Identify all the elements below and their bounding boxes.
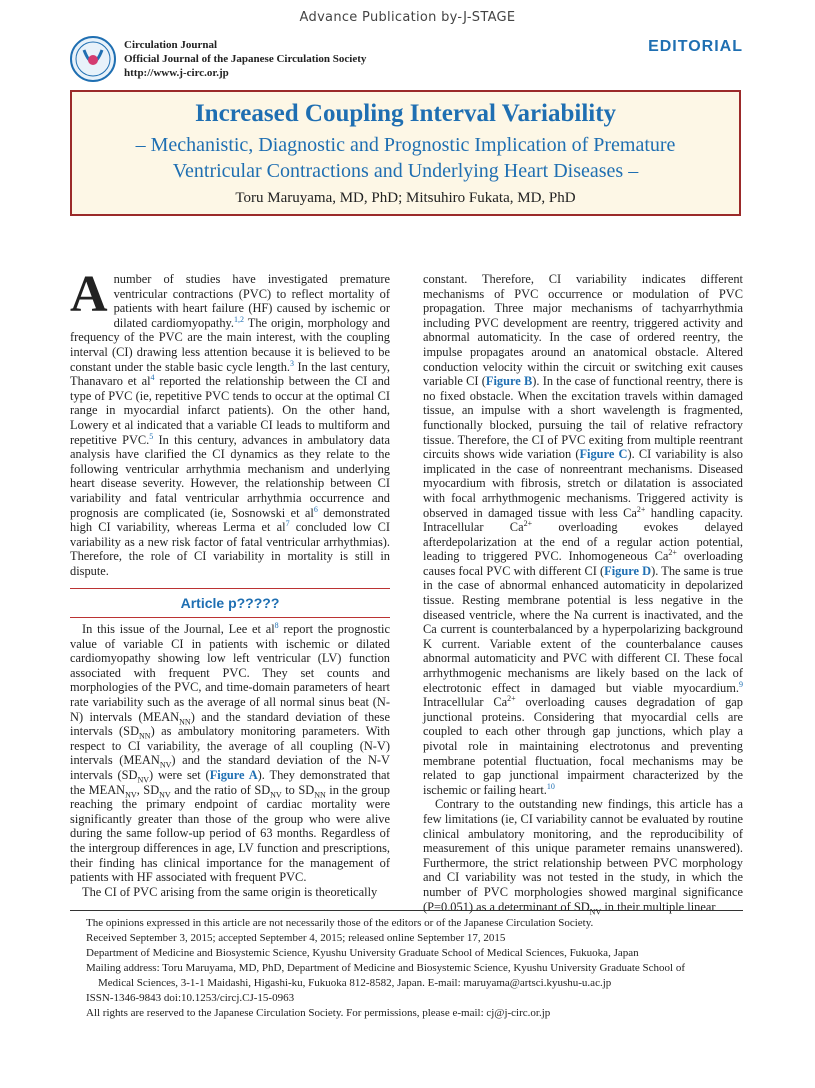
ref-link[interactable]: 7: [285, 518, 290, 528]
ref-link[interactable]: 1,2: [234, 314, 245, 324]
title-box: [70, 90, 741, 216]
body-paragraph: The CI of PVC arising from the same origin is theoretically: [82, 884, 378, 899]
article-link-bar[interactable]: Article p?????: [70, 588, 390, 618]
intro-paragraph: A number of studies have investigated premature ventricular contractions (PVC) to reflect mortality of patients with heart failure (HF) caused by ischemic or dilated cardiomyopathy.$^{1,2}$ The origin, morphology and frequency of the PVC are the main interest, with the coupling interval (CI) drawing less attention because it is believed to be constant under the stable basic cycle length.$^3$ In the last century, Thanavaro et al$^4$ reported the relationship between the CI and type of PVC (ie, repetitive PVC tends to occur at the optimal CI range in myocardial infarct patients). On the other hand, Lowery et al indicated that a variable CI leads to multiform and repetitive PVC.$^5$ In this century, advances in ambulatory data analysis have clarified the CI dynamics as they relate to the following ventricular arrhythmia mechanism and underlying heart disease severity. However, the relationship between CI variability and fatal ventricular arrhythmia occurrence and prognosis are complicated (ie, Sosnowski et al$^6$ demonstrated high CI variability, whereas Lerma et al$^7$ concluded low CI variability as a new risk factor of fatal ventricular arrhythmias). Therefore, the role of CI variability in mortality is still in dispute.: [70, 266, 391, 578]
figure-d-link[interactable]: Figure D: [604, 563, 652, 578]
figure-c-link[interactable]: Figure C: [579, 447, 628, 462]
ref-link[interactable]: 10: [546, 781, 555, 791]
left-column-lower: [70, 622, 390, 899]
publication-banner: Advance Publication by-J-STAGE: [299, 10, 516, 25]
footer-rights: All rights are reserved to the Japanese Circulation Society. For permissions, please e-mail: cj@j-circ.or.jp: [86, 1007, 551, 1019]
journal-society: Official Journal of the Japanese Circulation Society: [124, 53, 367, 65]
article-subtitle: – Mechanistic, Diagnostic and Prognostic Implication of Premature Ventricular Contractions and Underlying Heart Diseases –: [135, 134, 676, 182]
body-paragraph: constant. Therefore, CI variability indicates different mechanisms of PVC occurrence or modulation of PVC propagation. Three major mechanisms of tachyarrhythmia including PVC development are reentry, triggered activity and abnormal automaticity. In the case of ordered reentry, the impulse propagates around an anatomical obstacle. Altered conduction velocity within the circuit or switching exit causes variable CI (Figure B). In the case of functional reentry, there is no fixed obstacle. When the excitation travels within damaged tissue, an impulse with a short wavelength is fragmented, functionally blocked, pursuing the tail of relative refractory tissue. Therefore, the CI of PVC exiting from multiple reentrant circuits shows wide variation (Figure C). CI variability is also implicated in the case of nonreentrant mechanisms. Diseased myocardium with fibrosis, stretch or dilatation is associated with focal arrhythmogenic mechanisms. Triggered activity is observed in damaged tissue with less $Ca^{2+}$ handling capacity. Intracellular $Ca^{2+}$ overloading evokes delayed afterdepolarization at the end of a regular action potential, leading to triggered PVC. Inhomogeneous $Ca^{2+}$ overloading causes focal PVC with different CI (Figure D). The same is true in the case of abnormal enhanced automaticity in depolarized tissue. Resting membrane potential is less negative in the diseased ventricle, where the Na current is inactivated, and the Ca current is counterbalanced by a hyperpolarizing background K current. Variable extent of the counterbalance causes abnormal automaticity and PVC with different CI. These focal arrhythmogenic mechanisms are likely based on the lack of electrotonic effect in damaged but viable myocardium.$^9$ Intracellular $Ca^{2+}$ overloading causes degradation of gap junctional proteins. Considering that myocardial cells are coupled to each other through gap junctions, which play a pivotal role in maintaining electrotonus and preventing membrane potential fluctuation, focal mechanisms may be related to gap junctional impairment characterized by the ischemic or failing heart.$^{10}$: [423, 272, 744, 797]
footer-disclaimer: The opinions expressed in this article are not necessarily those of the editors or of the Japanese Circulation Society.: [86, 917, 594, 929]
figure-b-link[interactable]: Figure B: [485, 374, 533, 389]
ref-link[interactable]: 5: [149, 431, 154, 441]
footer-dates: Received September 3, 2015; accepted September 4, 2015; released online September 17, 2015: [86, 932, 506, 944]
footer-department: Department of Medicine and Biosystemic Science, Kyushu University Graduate School of Medical Sciences, Fukuoka, Japan: [86, 947, 639, 959]
body-paragraph: Contrary to the outstanding new findings, this article has a few limitations (ie, CI variability cannot be evaluated by routine clinical ambulatory monitoring, and the reproducibility of measurement of this unique parameter remains unanswered). Furthermore, the strict relationship between PVC morphology and CI variability was not tested in the study, in which the number of PVC morphologies showed marginal significance (P=0.051) as a determinant of $SD_{NV}$ in their multiple linear: [423, 797, 743, 916]
footer-divider: [70, 910, 743, 911]
body-paragraph: In this issue of the Journal, Lee et al$^8$ report the prognostic value of variable CI in patients with ischemic or dilated cardiomyopathy showing low left ventricular (LV) function associated with frequent PVC. They set counts and morphologies of the PVC, and time-domain parameters of heart rate variability such as the average of all normal sinus beat (N-N) intervals $(MEAN_{NN})$ and the standard deviation of these intervals $(SD_{NN})$ as ambulatory monitoring parameters. With respect to CI variability, the average of all coupling (N-V) intervals $(MEAN_{NV})$ and the standard deviation of the N-V intervals $(SD_{NV})$ were set (Figure A). They demonstrated that the $MEAN_{NV}$, $SD_{NV}$ and the ratio of $SD_{NV}$ to $SD_{NN}$ in the group reaching the primary endpoint of cardiac mortality were significantly greater than those of the group who were alive during the same follow-up period of 63 months. Regardless of the intergroup differences in age, LV function and prescriptions, their finding has clinical importance for the management of patients with HF associated with frequent PVC.: [70, 620, 391, 885]
journal-header: [70, 36, 366, 82]
ref-link[interactable]: 8: [274, 620, 279, 630]
journal-url[interactable]: http://www.j-circ.or.jp: [124, 67, 229, 79]
ref-link[interactable]: 9: [739, 679, 743, 689]
footer-mailing-address-cont: Medical Sciences, 3-1-1 Maidashi, Higashi-ku, Fukuoka 812-8582, Japan. E-mail: maruyama@artsci.kyushu-u.ac.jp: [98, 977, 612, 989]
left-column: [70, 266, 391, 578]
journal-logo-icon: [70, 36, 116, 82]
ref-link[interactable]: 6: [313, 504, 318, 514]
journal-name: Circulation Journal: [124, 39, 218, 51]
footer-mailing-address: Mailing address: Toru Maruyama, MD, PhD, Department of Medicine and Biosystemic Science, Kyushu University Graduate School of: [86, 962, 686, 974]
ref-link[interactable]: 4: [150, 373, 155, 383]
footer-issn: ISSN-1346-9843 doi:10.1253/circj.CJ-15-0963: [86, 992, 295, 1004]
drop-cap: A: [70, 266, 108, 323]
right-column: [423, 272, 743, 914]
article-title: Increased Coupling Interval Variability: [194, 100, 617, 127]
ref-link[interactable]: 3: [290, 358, 295, 368]
section-label: EDITORIAL: [648, 38, 743, 55]
footer-notes: [86, 916, 746, 1021]
article-authors: Toru Maruyama, MD, PhD; Mitsuhiro Fukata, MD, PhD: [235, 190, 576, 206]
figure-a-link[interactable]: Figure A: [209, 767, 258, 782]
